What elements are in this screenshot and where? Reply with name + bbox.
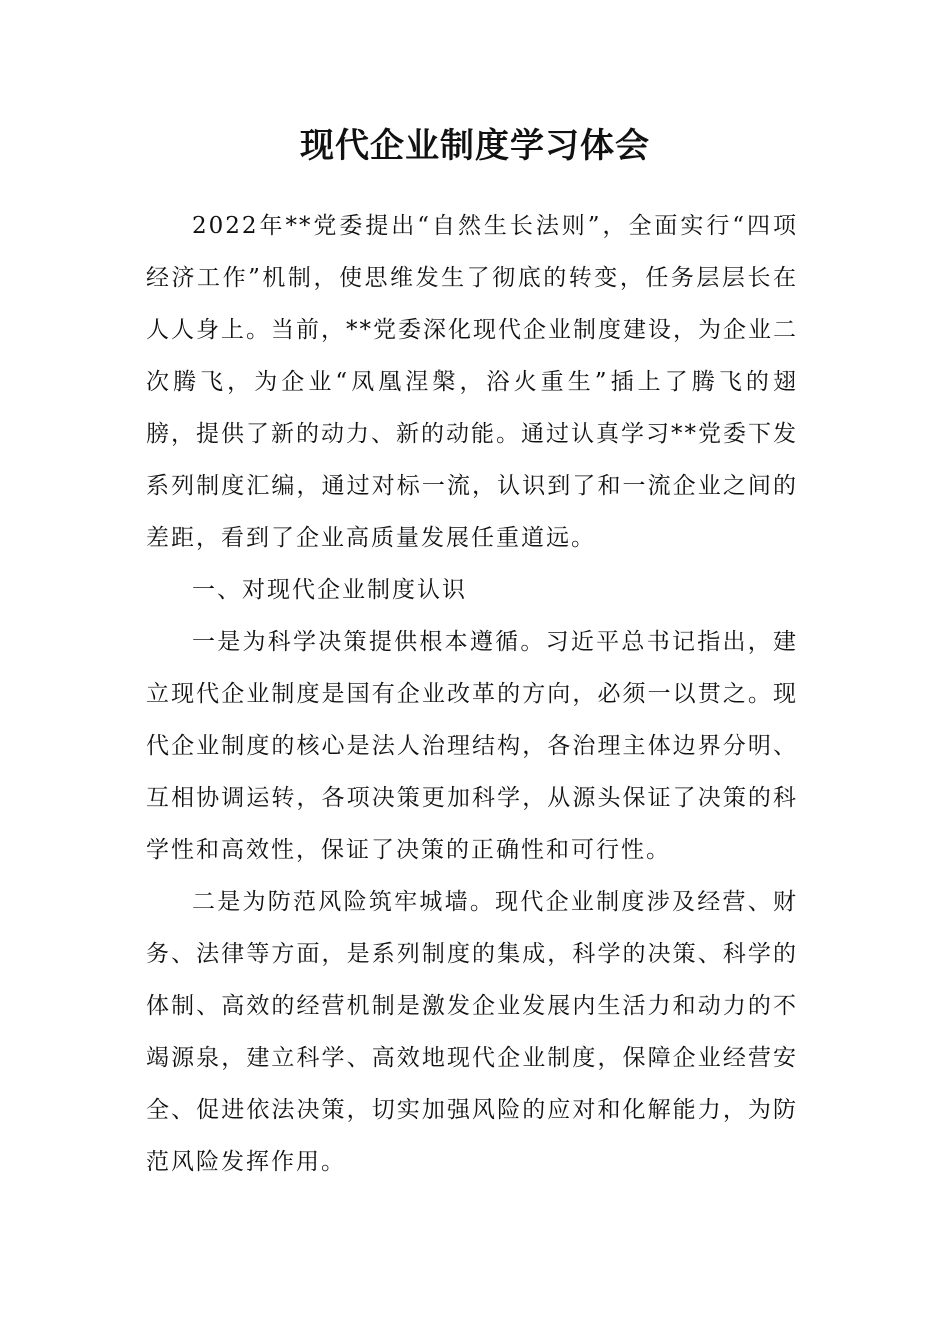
paragraph-point-two: 二是为防范风险筑牢城墙。现代企业制度涉及经营、财务、法律等方面，是系列制度的集成，科学的决策、科学的体制、高效的经营机制是激发企业发展内生活力和动力的不竭源泉，建立科学、高效地现代企业制度，保障企业经营安全、促进依法决策，切实加强风险的应对和化解能力，为防范风险发挥作用。 <box>146 889 798 1175</box>
document-body <box>146 200 798 1188</box>
section-heading: 一、对现代企业制度认识 <box>192 577 467 603</box>
document-title: 现代企业制度学习体会 <box>300 126 650 166</box>
paragraph-intro: 2022年**党委提出“自然生长法则”，全面实行“四项经济工作”机制，使思维发生了彻底的转变，任务层层长在人人身上。当前，**党委深化现代企业制度建设，为企业二次腾飞，为企业“凤凰涅槃，浴火重生”插上了腾飞的翅膀，提供了新的动力、新的动能。通过认真学习**党委下发系列制度汇编，通过对标一流，认识到了和一流企业之间的差距，看到了企业高质量发展任重道远。 <box>146 213 798 551</box>
paragraph-point-one: 一是为科学决策提供根本遵循。习近平总书记指出，建立现代企业制度是国有企业改革的方向，必须一以贯之。现代企业制度的核心是法人治理结构，各治理主体边界分明、互相协调运转，各项决策更加科学，从源头保证了决策的科学性和高效性，保证了决策的正确性和可行性。 <box>146 629 798 863</box>
